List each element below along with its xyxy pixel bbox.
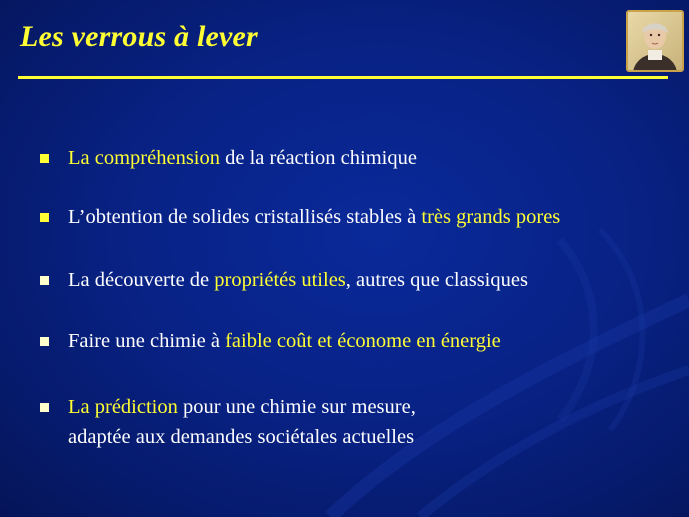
- bullet-text: La découverte de: [68, 269, 215, 291]
- bullet-highlight: propriétés utiles: [214, 269, 346, 291]
- bullet-highlight: faible coût et économe en énergie: [225, 330, 501, 352]
- bullet-text-line2: adaptée aux demandes sociétales actuelles: [68, 426, 415, 448]
- bullet-highlight: très grands pores: [421, 206, 561, 228]
- bullet-text: , autres que classiques: [345, 269, 528, 291]
- bullet-text: Faire une chimie à: [68, 330, 226, 352]
- bullet-highlight: La prédiction: [68, 396, 178, 418]
- bullet-text: L’obtention de solides cristallisés stables à: [68, 206, 422, 228]
- title-underline: [18, 76, 668, 79]
- bullet-highlight: La compréhension: [68, 147, 220, 169]
- slide-title: Les verrous à lever: [20, 20, 258, 53]
- portrait-icon: [626, 10, 684, 72]
- bullet-text: pour une chimie sur mesure,: [177, 396, 416, 418]
- square-bullet-icon: [40, 213, 49, 222]
- square-bullet-icon: [40, 276, 49, 285]
- square-bullet-icon: [40, 337, 49, 346]
- square-bullet-icon: [40, 403, 49, 412]
- square-bullet-icon: [40, 154, 49, 163]
- bullet-text: de la réaction chimique: [220, 147, 417, 169]
